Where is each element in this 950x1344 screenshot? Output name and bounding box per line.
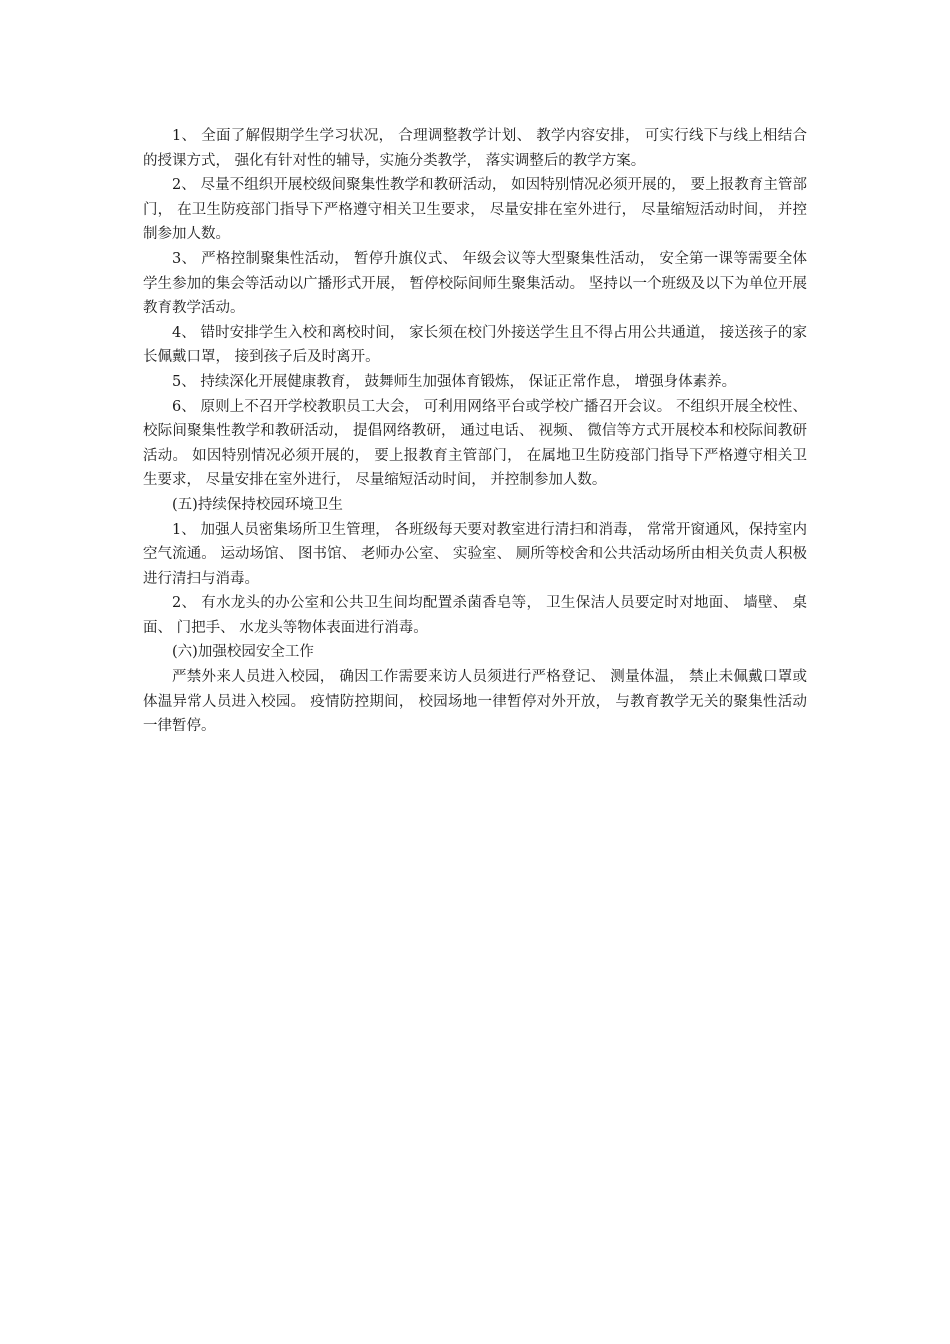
section-heading-six: (六)加强校园安全工作 — [172, 644, 314, 661]
paragraph-item-3: 3、 严格控制聚集性活动， 暂停升旗仪式、 年级会议等大型聚集性活动， 安全第一课等需要全体学生参加的集会等活动以广播形式开展， 暂停校际间师生聚集活动。 坚持以一个班级及以下为单位开展教育教学活动。 — [143, 250, 807, 317]
paragraph-item-5: 5、 持续深化开展健康教育， 鼓舞师生加强体育锻炼， 保证正常作息， 增强身体素养。 — [172, 373, 737, 390]
paragraph-item-6: 6、 原则上不召开学校教职员工大会， 可利用网络平台或学校广播召开会议。 不组织开展全校性、 校际间聚集性教学和教研活动， 提倡网络教研， 通过电话、 视频、 微信等方式开展校本和校际间教研活动。 如因特别情况必须开展的， 要上报教育主管部门， 在属地卫生防疫部门指导下严格遵守相关卫生要求， 尽量安排在室外进行， 尽量缩短活动时间， 并控制参加人数。 — [143, 398, 807, 489]
paragraph-item-2: 2、 尽量不组织开展校级间聚集性教学和教研活动， 如因特别情况必须开展的， 要上报教育主管部门， 在卫生防疫部门指导下严格遵守相关卫生要求， 尽量安排在室外进行， 尽量缩短活动时间， 并控制参加人数。 — [143, 177, 807, 243]
paragraph-safety: 严禁外来人员进入校园， 确因工作需要来访人员须进行严格登记、 测量体温， 禁止未佩戴口罩或体温异常人员进入校园。 疫情防控期间， 校园场地一律暂停对外开放， 与教育教学无关的聚集性活动一律暂停。 — [143, 669, 807, 735]
paragraph-hygiene-1: 1、 加强人员密集场所卫生管理， 各班级每天要对教室进行清扫和消毒， 常常开窗通风，保持室内空气流通。 运动场馆、 图书馆、 老师办公室、 实验室、 厕所等校舍和公共活动场所由相关负责人积极进行清扫与消毒。 — [143, 521, 807, 587]
paragraph-hygiene-2: 2、 有水龙头的办公室和公共卫生间均配置杀菌香皂等， 卫生保洁人员要定时对地面、 墙壁、 桌面、 门把手、 水龙头等物体表面进行消毒。 — [143, 595, 807, 636]
paragraph-item-4: 4、 错时安排学生入校和离校时间， 家长须在校门外接送学生且不得占用公共通道， 接送孩子的家长佩戴口罩， 接到孩子后及时离开。 — [143, 324, 807, 366]
document-body — [143, 124, 807, 739]
section-heading-five: (五)持续保持校园环境卫生 — [172, 496, 343, 513]
paragraph-item-1: 1、 全面了解假期学生学习状况， 合理调整教学计划、 教学内容安排， 可实行线下与线上相结合的授课方式， 强化有针对性的辅导，实施分类教学， 落实调整后的教学方案。 — [143, 128, 807, 169]
